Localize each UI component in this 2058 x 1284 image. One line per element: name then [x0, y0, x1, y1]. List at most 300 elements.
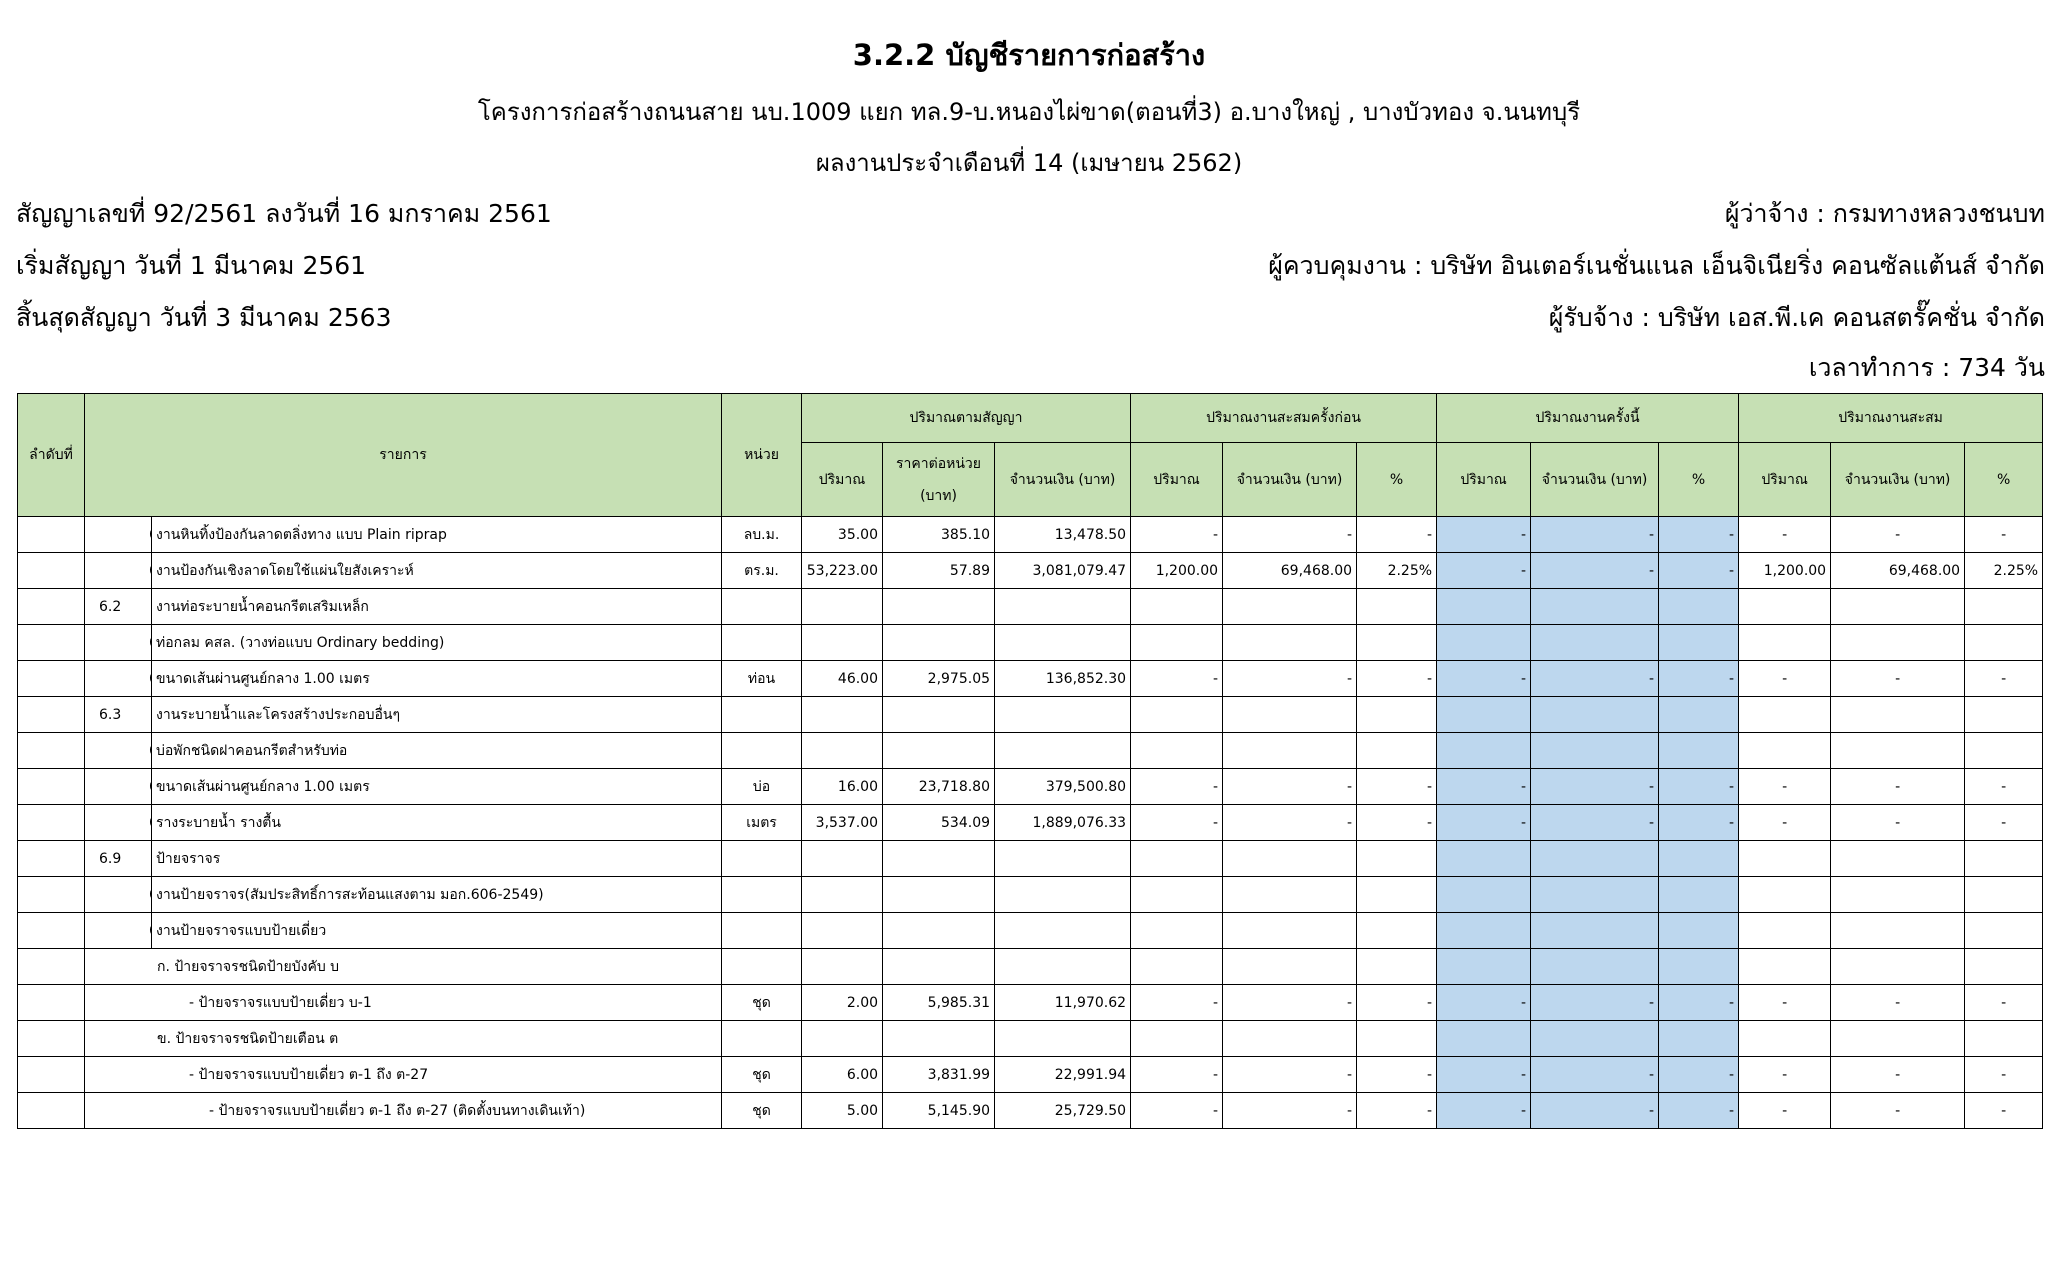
prev-qty-cell [1131, 841, 1223, 877]
prev-amount-cell [1223, 949, 1357, 985]
current-qty-cell [1437, 841, 1531, 877]
cumulative-amount-cell [1831, 625, 1965, 661]
cumulative-qty-cell: 1,200.00 [1739, 553, 1831, 589]
prev-qty-cell [1131, 625, 1223, 661]
contract-number: สัญญาเลขที่ 92/2561 ลงวันที่ 16 มกราคม 2561 [16, 199, 552, 228]
cumulative-qty-cell [1739, 949, 1831, 985]
subheader-qty: ปริมาณ [1131, 443, 1223, 517]
current-percent-cell [1659, 625, 1739, 661]
unit-cell [722, 589, 802, 625]
prev-percent-cell: - [1357, 661, 1437, 697]
current-amount-cell [1531, 697, 1659, 733]
prev-amount-cell [1223, 1021, 1357, 1057]
current-qty-cell [1437, 913, 1531, 949]
contract-amount-cell: 1,889,076.33 [995, 805, 1131, 841]
item-description-cell: - ป้ายจราจรแบบป้ายเดี่ยว ต-1 ถึง ต-27 (ติดตั้งบนทางเดินเท้า) [85, 1093, 722, 1129]
row-number-cell [18, 805, 85, 841]
contract-amount-cell: 136,852.30 [995, 661, 1131, 697]
prev-amount-cell [1223, 697, 1357, 733]
contract-qty-cell: 2.00 [802, 985, 883, 1021]
prev-amount-cell [1223, 589, 1357, 625]
prev-amount-cell [1223, 841, 1357, 877]
prev-amount-cell: - [1223, 985, 1357, 1021]
item-description-cell: งานระบายน้ำและโครงสร้างประกอบอื่นๆ [152, 697, 722, 733]
cumulative-amount-cell [1831, 913, 1965, 949]
subheader-percent: % [1965, 443, 2043, 517]
prev-percent-cell: - [1357, 1057, 1437, 1093]
contract-qty-cell [802, 877, 883, 913]
prev-qty-cell [1131, 1021, 1223, 1057]
row-number-cell [18, 697, 85, 733]
table-row [18, 877, 2043, 913]
table-row [18, 985, 2043, 1021]
unit-price-cell [883, 697, 995, 733]
prev-percent-cell [1357, 625, 1437, 661]
contract-start: เริ่มสัญญา วันที่ 1 มีนาคม 2561 [16, 251, 367, 280]
prev-amount-cell: - [1223, 769, 1357, 805]
cumulative-percent-cell [1965, 1021, 2043, 1057]
contract-qty-cell [802, 949, 883, 985]
prev-qty-cell: - [1131, 769, 1223, 805]
cumulative-percent-cell [1965, 949, 2043, 985]
current-amount-cell [1531, 733, 1659, 769]
contract-qty-cell [802, 841, 883, 877]
cumulative-amount-cell [1831, 841, 1965, 877]
current-amount-cell: - [1531, 553, 1659, 589]
table-row [18, 697, 2043, 733]
contract-amount-cell [995, 1021, 1131, 1057]
current-amount-cell: - [1531, 985, 1659, 1021]
cumulative-percent-cell: - [1965, 1093, 2043, 1129]
table-row [18, 733, 2043, 769]
current-amount-cell: - [1531, 769, 1659, 805]
item-description-cell: - ป้ายจราจรแบบป้ายเดี่ยว ต-1 ถึง ต-27 [85, 1057, 722, 1093]
cumulative-percent-cell: - [1965, 769, 2043, 805]
cumulative-amount-cell: - [1831, 517, 1965, 553]
unit-price-cell: 3,831.99 [883, 1057, 995, 1093]
cumulative-percent-cell [1965, 733, 2043, 769]
unit-price-cell: 57.89 [883, 553, 995, 589]
contract-qty-cell [802, 697, 883, 733]
current-amount-cell [1531, 913, 1659, 949]
table-row [18, 1057, 2043, 1093]
cumulative-percent-cell [1965, 625, 2043, 661]
item-code-cell [85, 733, 152, 769]
unit-cell: ตร.ม. [722, 553, 802, 589]
current-percent-cell [1659, 589, 1739, 625]
contract-qty-cell: 53,223.00 [802, 553, 883, 589]
prev-amount-cell: 69,468.00 [1223, 553, 1357, 589]
contract-amount-cell: 3,081,079.47 [995, 553, 1131, 589]
unit-price-cell: 534.09 [883, 805, 995, 841]
row-number-cell [18, 589, 85, 625]
unit-price-cell [883, 913, 995, 949]
prev-amount-cell: - [1223, 805, 1357, 841]
prev-qty-cell [1131, 589, 1223, 625]
cumulative-amount-cell: 69,468.00 [1831, 553, 1965, 589]
unit-cell: ชุด [722, 985, 802, 1021]
cumulative-qty-cell [1739, 733, 1831, 769]
current-amount-cell: - [1531, 1093, 1659, 1129]
header-item: รายการ [85, 394, 722, 517]
item-code-cell [85, 661, 152, 697]
prev-percent-cell [1357, 589, 1437, 625]
current-amount-cell [1531, 949, 1659, 985]
item-description-cell: ท่อกลม คสล. (วางท่อแบบ Ordinary bedding) [152, 625, 722, 661]
prev-qty-cell [1131, 877, 1223, 913]
current-qty-cell: - [1437, 985, 1531, 1021]
contract-qty-cell [802, 733, 883, 769]
current-qty-cell [1437, 1021, 1531, 1057]
row-number-cell [18, 985, 85, 1021]
contract-qty-cell: 5.00 [802, 1093, 883, 1129]
header-unit: หน่วย [722, 394, 802, 517]
subheader-percent: % [1659, 443, 1739, 517]
current-qty-cell: - [1437, 769, 1531, 805]
bill-of-quantities-table [17, 393, 2043, 1129]
header-contract-qty: ปริมาณตามสัญญา [802, 394, 1131, 443]
contract-amount-cell [995, 625, 1131, 661]
header-cumulative: ปริมาณงานสะสม [1739, 394, 2043, 443]
unit-cell [722, 877, 802, 913]
cumulative-amount-cell [1831, 949, 1965, 985]
prev-percent-cell [1357, 877, 1437, 913]
cumulative-percent-cell: - [1965, 805, 2043, 841]
prev-percent-cell: - [1357, 985, 1437, 1021]
unit-price-cell: 2,975.05 [883, 661, 995, 697]
item-code-cell: 6.3 [85, 697, 152, 733]
table-row [18, 1021, 2043, 1057]
cumulative-qty-cell [1739, 697, 1831, 733]
table-header-row [18, 394, 2043, 443]
contractor: ผู้รับจ้าง : บริษัท เอส.พี.เค คอนสตรั๊คชั่น จำกัด [1548, 303, 2045, 332]
cumulative-percent-cell [1965, 877, 2043, 913]
prev-percent-cell [1357, 841, 1437, 877]
unit-price-cell: 5,145.90 [883, 1093, 995, 1129]
unit-cell [722, 841, 802, 877]
table-row [18, 949, 2043, 985]
report-title: 3.2.2 บัญชีรายการก่อสร้าง [852, 38, 1206, 72]
unit-cell [722, 949, 802, 985]
item-description-cell: รางระบายน้ำ รางตื้น [152, 805, 722, 841]
unit-price-cell [883, 877, 995, 913]
row-number-cell [18, 877, 85, 913]
contract-amount-cell [995, 733, 1131, 769]
cumulative-qty-cell: - [1739, 769, 1831, 805]
unit-cell [722, 1021, 802, 1057]
contract-amount-cell [995, 697, 1131, 733]
current-percent-cell [1659, 841, 1739, 877]
item-description-cell: ก. ป้ายจราจรชนิดป้ายบังคับ บ [85, 949, 722, 985]
prev-percent-cell: - [1357, 1093, 1437, 1129]
cumulative-qty-cell [1739, 625, 1831, 661]
row-number-cell [18, 1093, 85, 1129]
report-period: ผลงานประจำเดือนที่ 14 (เมษายน 2562) [815, 149, 1243, 177]
item-description-cell: งานท่อระบายน้ำคอนกรีตเสริมเหล็ก [152, 589, 722, 625]
unit-price-cell: 23,718.80 [883, 769, 995, 805]
unit-price-cell: 5,985.31 [883, 985, 995, 1021]
item-description-cell: ข. ป้ายจราจรชนิดป้ายเตือน ต [85, 1021, 722, 1057]
contract-qty-cell [802, 913, 883, 949]
row-number-cell [18, 553, 85, 589]
row-number-cell [18, 625, 85, 661]
unit-price-cell: 385.10 [883, 517, 995, 553]
table-row [18, 841, 2043, 877]
supervisor: ผู้ควบคุมงาน : บริษัท อินเตอร์เนชั่นแนล เอ็นจิเนียริ่ง คอนซัลแต้นส์ จำกัด [1268, 251, 2045, 280]
item-code-cell [85, 877, 152, 913]
cumulative-qty-cell: - [1739, 517, 1831, 553]
row-number-cell [18, 913, 85, 949]
subheader-amount: จำนวนเงิน (บาท) [995, 443, 1131, 517]
prev-amount-cell [1223, 913, 1357, 949]
cumulative-percent-cell [1965, 697, 2043, 733]
prev-amount-cell: - [1223, 1093, 1357, 1129]
contract-amount-cell: 25,729.50 [995, 1093, 1131, 1129]
cumulative-percent-cell [1965, 589, 2043, 625]
row-number-cell [18, 841, 85, 877]
current-percent-cell [1659, 949, 1739, 985]
unit-price-cell [883, 733, 995, 769]
contract-amount-cell [995, 949, 1131, 985]
current-qty-cell: - [1437, 553, 1531, 589]
item-description-cell: งานหินทิ้งป้องกันลาดตลิ่งทาง แบบ Plain riprap [152, 517, 722, 553]
cumulative-qty-cell [1739, 589, 1831, 625]
contract-qty-cell: 6.00 [802, 1057, 883, 1093]
cumulative-qty-cell [1739, 877, 1831, 913]
prev-percent-cell [1357, 697, 1437, 733]
cumulative-amount-cell [1831, 697, 1965, 733]
current-percent-cell: - [1659, 985, 1739, 1021]
current-qty-cell [1437, 625, 1531, 661]
table-row [18, 769, 2043, 805]
item-description-cell: - ป้ายจราจรแบบป้ายเดี่ยว บ-1 [85, 985, 722, 1021]
contract-qty-cell [802, 625, 883, 661]
prev-qty-cell [1131, 949, 1223, 985]
table-row [18, 553, 2043, 589]
prev-amount-cell: - [1223, 1057, 1357, 1093]
cumulative-percent-cell [1965, 913, 2043, 949]
current-percent-cell [1659, 697, 1739, 733]
item-code-cell [85, 805, 152, 841]
header-no: ลำดับที่ [18, 394, 85, 517]
contract-qty-cell [802, 589, 883, 625]
row-number-cell [18, 1021, 85, 1057]
current-percent-cell: - [1659, 769, 1739, 805]
employer: ผู้ว่าจ้าง : กรมทางหลวงชนบท [1724, 199, 2045, 228]
current-qty-cell [1437, 949, 1531, 985]
prev-percent-cell: - [1357, 805, 1437, 841]
row-number-cell [18, 661, 85, 697]
unit-cell: ชุด [722, 1057, 802, 1093]
cumulative-percent-cell: - [1965, 1057, 2043, 1093]
contract-amount-cell [995, 841, 1131, 877]
prev-amount-cell [1223, 625, 1357, 661]
prev-percent-cell: - [1357, 769, 1437, 805]
cumulative-amount-cell [1831, 877, 1965, 913]
unit-cell: เมตร [722, 805, 802, 841]
cumulative-percent-cell: - [1965, 517, 2043, 553]
cumulative-amount-cell: - [1831, 1057, 1965, 1093]
header-this-period: ปริมาณงานครั้งนี้ [1437, 394, 1739, 443]
prev-qty-cell [1131, 913, 1223, 949]
current-amount-cell: - [1531, 661, 1659, 697]
subheader-qty: ปริมาณ [802, 443, 883, 517]
current-qty-cell [1437, 697, 1531, 733]
unit-cell [722, 913, 802, 949]
subheader-unit-price: ราคาต่อหน่วย (บาท) [883, 443, 995, 517]
cumulative-amount-cell: - [1831, 661, 1965, 697]
prev-qty-cell: - [1131, 661, 1223, 697]
prev-percent-cell: 2.25% [1357, 553, 1437, 589]
header-prev-cumulative: ปริมาณงานสะสมครั้งก่อน [1131, 394, 1437, 443]
prev-percent-cell [1357, 733, 1437, 769]
cumulative-amount-cell: - [1831, 805, 1965, 841]
contract-amount-cell [995, 589, 1131, 625]
prev-qty-cell: 1,200.00 [1131, 553, 1223, 589]
unit-cell [722, 733, 802, 769]
cumulative-amount-cell: - [1831, 985, 1965, 1021]
row-number-cell [18, 949, 85, 985]
row-number-cell [18, 517, 85, 553]
item-code-cell: 6.2 [85, 589, 152, 625]
subheader-qty: ปริมาณ [1739, 443, 1831, 517]
cumulative-qty-cell: - [1739, 985, 1831, 1021]
cumulative-amount-cell: - [1831, 769, 1965, 805]
prev-percent-cell: - [1357, 517, 1437, 553]
current-percent-cell: - [1659, 517, 1739, 553]
item-description-cell: งานป้องกันเชิงลาดโดยใช้แผ่นใยสังเคราะห์ [152, 553, 722, 589]
cumulative-qty-cell: - [1739, 1057, 1831, 1093]
contract-amount-cell [995, 913, 1131, 949]
table-row [18, 805, 2043, 841]
unit-price-cell [883, 625, 995, 661]
subheader-amount: จำนวนเงิน (บาท) [1223, 443, 1357, 517]
current-percent-cell [1659, 1021, 1739, 1057]
current-percent-cell: - [1659, 1093, 1739, 1129]
cumulative-percent-cell [1965, 841, 2043, 877]
current-amount-cell: - [1531, 805, 1659, 841]
unit-cell [722, 697, 802, 733]
contract-amount-cell [995, 877, 1131, 913]
current-percent-cell [1659, 877, 1739, 913]
contract-qty-cell: 16.00 [802, 769, 883, 805]
table-row [18, 661, 2043, 697]
prev-amount-cell: - [1223, 661, 1357, 697]
current-qty-cell: - [1437, 805, 1531, 841]
item-code-cell [85, 913, 152, 949]
contract-duration: เวลาทำการ : 734 วัน [1808, 353, 2045, 382]
current-amount-cell: - [1531, 517, 1659, 553]
current-percent-cell [1659, 733, 1739, 769]
item-description-cell: ขนาดเส้นผ่านศูนย์กลาง 1.00 เมตร [152, 661, 722, 697]
prev-qty-cell: - [1131, 805, 1223, 841]
table-row [18, 625, 2043, 661]
unit-price-cell [883, 949, 995, 985]
contract-qty-cell: 3,537.00 [802, 805, 883, 841]
current-qty-cell [1437, 877, 1531, 913]
cumulative-amount-cell [1831, 733, 1965, 769]
current-qty-cell: - [1437, 1093, 1531, 1129]
item-description-cell: ป้ายจราจร [152, 841, 722, 877]
current-qty-cell: - [1437, 1057, 1531, 1093]
project-name: โครงการก่อสร้างถนนสาย นบ.1009 แยก ทล.9-บ.หนองไผ่ขาด(ตอนที่3) อ.บางใหญ่ , บางบัวทอง จ.นนทบุรี [477, 98, 1581, 126]
prev-qty-cell [1131, 697, 1223, 733]
contract-end: สิ้นสุดสัญญา วันที่ 3 มีนาคม 2563 [16, 303, 392, 332]
table-row [18, 1093, 2043, 1129]
prev-amount-cell: - [1223, 517, 1357, 553]
current-qty-cell: - [1437, 661, 1531, 697]
current-amount-cell [1531, 625, 1659, 661]
current-percent-cell: - [1659, 661, 1739, 697]
cumulative-amount-cell: - [1831, 1093, 1965, 1129]
unit-price-cell [883, 841, 995, 877]
prev-percent-cell [1357, 1021, 1437, 1057]
contract-amount-cell: 11,970.62 [995, 985, 1131, 1021]
current-amount-cell: - [1531, 1057, 1659, 1093]
current-qty-cell [1437, 589, 1531, 625]
prev-qty-cell: - [1131, 517, 1223, 553]
cumulative-percent-cell: - [1965, 985, 2043, 1021]
table-row [18, 589, 2043, 625]
current-amount-cell [1531, 589, 1659, 625]
current-amount-cell [1531, 841, 1659, 877]
current-percent-cell: - [1659, 805, 1739, 841]
current-percent-cell: - [1659, 1057, 1739, 1093]
row-number-cell [18, 1057, 85, 1093]
unit-price-cell [883, 589, 995, 625]
item-code-cell [85, 517, 152, 553]
prev-qty-cell [1131, 733, 1223, 769]
cumulative-percent-cell: - [1965, 661, 2043, 697]
current-qty-cell [1437, 733, 1531, 769]
subheader-amount: จำนวนเงิน (บาท) [1831, 443, 1965, 517]
current-qty-cell: - [1437, 517, 1531, 553]
unit-cell: บ่อ [722, 769, 802, 805]
contract-amount-cell: 379,500.80 [995, 769, 1131, 805]
table-row [18, 517, 2043, 553]
cumulative-qty-cell: - [1739, 1093, 1831, 1129]
prev-percent-cell [1357, 913, 1437, 949]
contract-qty-cell [802, 1021, 883, 1057]
prev-qty-cell: - [1131, 985, 1223, 1021]
unit-cell: ลบ.ม. [722, 517, 802, 553]
current-amount-cell [1531, 1021, 1659, 1057]
item-code-cell [85, 625, 152, 661]
subheader-amount: จำนวนเงิน (บาท) [1531, 443, 1659, 517]
unit-cell [722, 625, 802, 661]
current-percent-cell [1659, 913, 1739, 949]
cumulative-qty-cell [1739, 913, 1831, 949]
unit-price-cell [883, 1021, 995, 1057]
prev-amount-cell [1223, 733, 1357, 769]
prev-percent-cell [1357, 949, 1437, 985]
cumulative-qty-cell: - [1739, 661, 1831, 697]
current-amount-cell [1531, 877, 1659, 913]
cumulative-qty-cell [1739, 1021, 1831, 1057]
item-description-cell: งานป้ายจราจร(สัมประสิทธิ์การสะท้อนแสงตาม มอก.606-2549) [152, 877, 722, 913]
cumulative-percent-cell: 2.25% [1965, 553, 2043, 589]
cumulative-qty-cell: - [1739, 805, 1831, 841]
prev-amount-cell [1223, 877, 1357, 913]
contract-qty-cell: 35.00 [802, 517, 883, 553]
contract-amount-cell: 13,478.50 [995, 517, 1131, 553]
row-number-cell [18, 733, 85, 769]
table-body [18, 517, 2043, 1129]
item-code-cell [85, 769, 152, 805]
item-code-cell: 6.9 [85, 841, 152, 877]
cumulative-qty-cell [1739, 841, 1831, 877]
prev-qty-cell: - [1131, 1093, 1223, 1129]
